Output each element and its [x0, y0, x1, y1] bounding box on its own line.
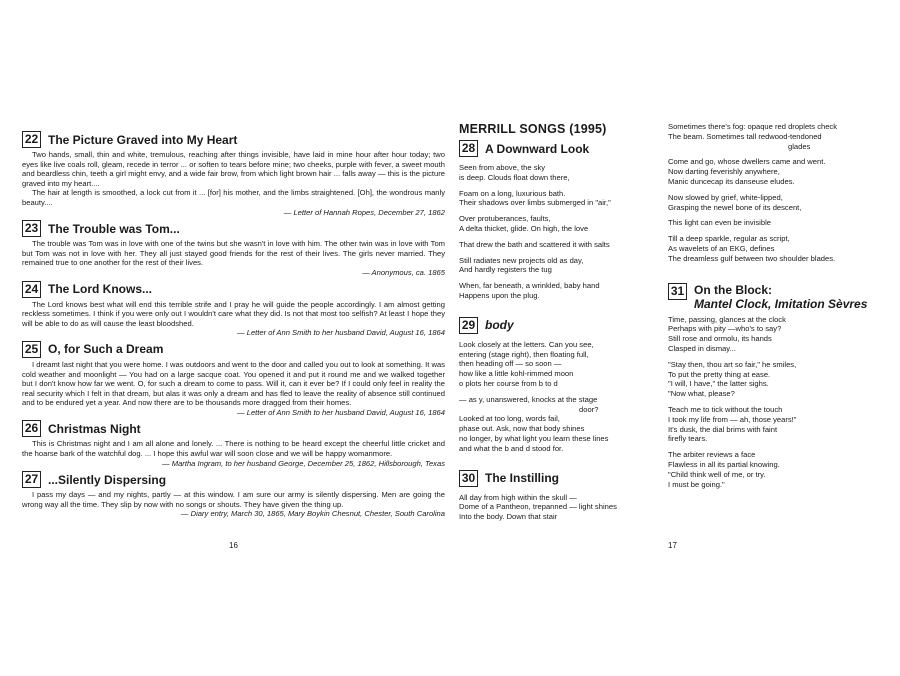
spacer — [459, 528, 657, 534]
paragraph: I pass my days — and my nights, partly — at this window. I am sure our army is silently dispersing. Men are going the wrong way all the time. They slip by now with no songs or shouts. They have given the thing up. — [22, 490, 445, 509]
right-page-column-1 — [459, 122, 657, 534]
attribution: — Diary entry, March 30, 1865, Mary Boykin Chesnut, Chester, South Carolina — [180, 509, 445, 519]
entry-title: body — [485, 318, 514, 333]
poem-line: no longer, by what light you learn these lines — [459, 433, 609, 443]
poem-body — [459, 340, 657, 454]
stanza — [668, 122, 884, 151]
poem-body — [459, 163, 657, 301]
stanza — [459, 281, 657, 301]
entry-title: O, for Such a Dream — [48, 342, 164, 357]
poem-line: Happens upon the plug. — [459, 290, 540, 300]
poem-line: All day from high within the skull — — [459, 492, 577, 502]
spacer — [459, 307, 657, 313]
entry-title: The Lord Knows... — [48, 282, 152, 297]
attribution: — Letter of Ann Smith to her husband David, August 16, 1864 — [237, 407, 445, 417]
attribution: — Letter of Hannah Ropes, December 27, 1862 — [283, 207, 445, 217]
entry-title: ...Silently Dispersing — [48, 472, 167, 487]
poem-line: Come and go, whose dwellers came and went. — [668, 157, 826, 167]
stanza — [459, 493, 657, 522]
poem-line: firefly tears. — [668, 434, 708, 444]
poem-line: Time, passing, glances at the clock — [668, 314, 786, 324]
stanza — [668, 218, 884, 228]
poem-line: Now darting feverishly anywhere, — [668, 167, 780, 177]
stanza — [459, 189, 657, 209]
poem-line: Their shadows over limbs submerged in "air," — [459, 198, 611, 208]
poem-line: "I will, I have," the latter sighs. — [668, 379, 769, 389]
poem-line: Now slowed by grief, white-lipped, — [668, 192, 783, 202]
poem-line: A delta thicket, glide. On high, the love — [459, 223, 589, 233]
right-page-column-2 — [668, 122, 884, 495]
poem-line: Foam on a long, luxurious bath. — [459, 188, 566, 198]
poem-line: The dreamless gulf between two shoulder blades. — [668, 253, 836, 263]
poem-line: Dome of a Pantheon, trepanned — light shines — [459, 502, 617, 512]
poem-line: Still rose and ormolu, its hands — [668, 334, 772, 344]
stanza — [459, 395, 657, 454]
stanza — [459, 163, 657, 183]
entry-number: 31 — [668, 283, 687, 300]
poem-line: When, far beneath, a wrinkled, baby hand — [459, 281, 600, 291]
entry-text — [22, 150, 445, 208]
paragraph: This is Christmas night and I am all alone and lonely. ... There is nothing to be heard except the cheerful little cricket and the hoarse bark of the watchful dog. ... I hope this awful war will soon close and we will be happy womanmore. — [22, 439, 445, 459]
stanza — [459, 340, 657, 389]
entry-number: 24 — [22, 281, 41, 298]
poem-line: o plots her course from b to d — [459, 378, 558, 388]
entry-number: 28 — [459, 140, 478, 157]
entry-header — [22, 131, 445, 148]
entry-header — [22, 420, 445, 437]
section-title: MERRILL SONGS (1995) — [459, 122, 607, 136]
poem-line: To put the pretty thing at ease. — [668, 369, 771, 379]
stanza — [668, 234, 884, 263]
poem-continuation — [668, 122, 884, 264]
poem-line: As wavelets of an EKG, defines — [668, 243, 775, 253]
entry-title: On the Block: — [694, 282, 773, 297]
poem-line: Sometimes there's fog: opaque red droplets check — [668, 122, 838, 131]
poem-line: — as y, unanswered, knocks at the stage — [459, 394, 598, 404]
poem-line: Into the body. Down that stair — [459, 512, 558, 522]
poem-line: entering (stage right), then floating full, — [459, 349, 589, 359]
entry-header — [22, 281, 445, 298]
stanza — [668, 405, 884, 444]
poem-line: "Child think well of me, or try. — [668, 469, 766, 479]
poem-line: And hardly registers the tug — [459, 265, 552, 275]
entry-text — [22, 439, 445, 458]
poem-line: The arbiter reviews a face — [668, 450, 756, 460]
poem-line: "Now what, please? — [668, 389, 735, 399]
entry-text — [22, 239, 445, 268]
stanza — [668, 450, 884, 489]
poem-line: The beam. Sometimes tall redwood-tendoned — [668, 131, 822, 141]
left-page — [22, 128, 445, 520]
attribution: — Martha Ingram, to her husband George, December 25, 1862, Hillsborough, Texas — [162, 458, 445, 468]
entry-number: 23 — [22, 220, 41, 237]
entry-header — [22, 471, 445, 488]
poem-line: "Stay then, thou art so fair," he smiles, — [668, 359, 797, 369]
poem-line: is deep. Clouds float down there, — [459, 172, 570, 182]
poem-line: door? — [579, 404, 599, 414]
stanza — [668, 193, 884, 213]
poem-line: Perhaps with pity —who's to say? — [668, 324, 782, 334]
spacer — [459, 460, 657, 466]
poem-body — [668, 315, 884, 490]
paragraph: The Lord knows best what will end this terrible strife and I pray he will guide the people accordingly. I am almost getting reckless sometimes. I think if you were only out I wouldn't care what they did. Is not that most too selfish? At least I hope they will be able to do as will cause the least bloodshed. — [22, 299, 445, 328]
entry-text — [22, 300, 445, 329]
entry-number: 27 — [22, 471, 41, 488]
poem-line: I took my life from — ah, those years!" — [668, 414, 797, 424]
poem-line: Till a deep sparkle, regular as script, — [668, 234, 790, 244]
entry-number: 29 — [459, 317, 478, 334]
poem-line: It's dusk, the dial brims with faint — [668, 424, 778, 434]
entry-number: 22 — [22, 131, 41, 148]
entry-title: A Downward Look — [485, 141, 590, 156]
poem-line: glades — [788, 141, 811, 151]
poem-line: This light can even be invisible — [668, 218, 771, 228]
entry-text — [22, 490, 445, 509]
entry-text — [22, 360, 445, 408]
entry-header — [459, 470, 657, 487]
poem-line: Looked at too long, words fail, — [459, 414, 560, 424]
poem-line: Seen from above, the sky — [459, 163, 546, 172]
stanza — [668, 360, 884, 399]
poem-line: and what the b and d stood for. — [459, 443, 564, 453]
stanza — [459, 256, 657, 276]
poem-line: Grasping the newel bone of its descent, — [668, 202, 802, 212]
poem-line: how like a little kohl-rimmed moon — [459, 369, 574, 379]
entry-title: Christmas Night — [48, 421, 141, 436]
poem-body — [459, 493, 657, 522]
poem-line: Over protuberances, faults, — [459, 214, 551, 224]
attribution: — Anonymous, ca. 1865 — [362, 267, 445, 277]
poems-column — [459, 140, 657, 534]
poem-line: Look closely at the letters. Can you see, — [459, 339, 594, 349]
poem-line: Still radiates new projects old as day, — [459, 255, 584, 265]
stanza — [459, 214, 657, 234]
stanza — [668, 157, 884, 186]
entry-number: 25 — [22, 341, 41, 358]
poem-line: then heading off — so soon — — [459, 359, 562, 369]
stanza — [668, 315, 884, 354]
entry-header — [459, 140, 657, 157]
entry-header — [668, 283, 884, 311]
paragraph: The trouble was Tom was in love with one of the twins but she wasn't in love with him. The other twin was in love with Tom but Tom was not in love with her. They all just stayed good friends for the rest of their lives. The girls never married. They remained true to one another for the rest of their lives. — [22, 239, 445, 268]
entry-subtitle: Mantel Clock, Imitation Sèvres — [694, 296, 868, 311]
poem-line: Manic duncecap its danseuse eludes. — [668, 176, 795, 186]
entry-header — [459, 317, 657, 334]
page-number-left: 16 — [229, 541, 238, 550]
poem-line: Clasped in dismay... — [668, 343, 736, 353]
poem-line: phase out. Ask, now that body shines — [459, 424, 585, 434]
stanza — [459, 240, 657, 250]
entry-title: The Instilling — [485, 471, 559, 486]
entry-header — [22, 341, 445, 358]
page-number-right: 17 — [668, 541, 677, 550]
entry-number: 30 — [459, 470, 478, 487]
poem-line: Flawless in all its partial knowing. — [668, 459, 780, 469]
entry-header — [22, 220, 445, 237]
attribution: — Letter of Ann Smith to her husband David, August 16, 1864 — [237, 328, 445, 338]
poem-line: Teach me to tick without the touch — [668, 404, 783, 414]
paragraph: I dreamt last night that you were home. I was outdoors and went to the door and called you out to look at something. It was cold weather and moonlight — You had on a large sacque coat. You opened it and put it round me and we walked together but I don't know how far we went. O, for such a dream to come to pass. Will it, can it ever be? If I could only feel in reality the real security which I felt in that dream, but alas it was only a dream and has fled to leave the reality of absence still continued and to be endured yet a year. And now there are to be thousands more dragged from their homes. — [22, 359, 445, 408]
entry-title: The Picture Graved into My Heart — [48, 132, 238, 147]
entry-title: The Trouble was Tom... — [48, 221, 180, 236]
paragraph: The hair at length is smoothed, a lock cut from it ... [for] his mother, and the limbs straightened. [Oh], the wondrous manly beauty.... — [22, 188, 445, 207]
poem-line: I must be going." — [668, 479, 725, 489]
poem-line: That drew the bath and scattered it with salts — [459, 239, 610, 249]
entry-number: 26 — [22, 420, 41, 437]
paragraph: Two hands, small, thin and white, tremulous, reaching after things invisible, have laid in mine hour after hour today; two eyes like live coals roll, gleam, recede in terror ... or soften to tears before mine; two cheeks, purple with fever, a sweet mouth and beardless chin, teeth a girl might envy, and a wide fair brow, from which light brown hair ... falls away — this is the picture graved into my heart.... — [22, 150, 445, 188]
